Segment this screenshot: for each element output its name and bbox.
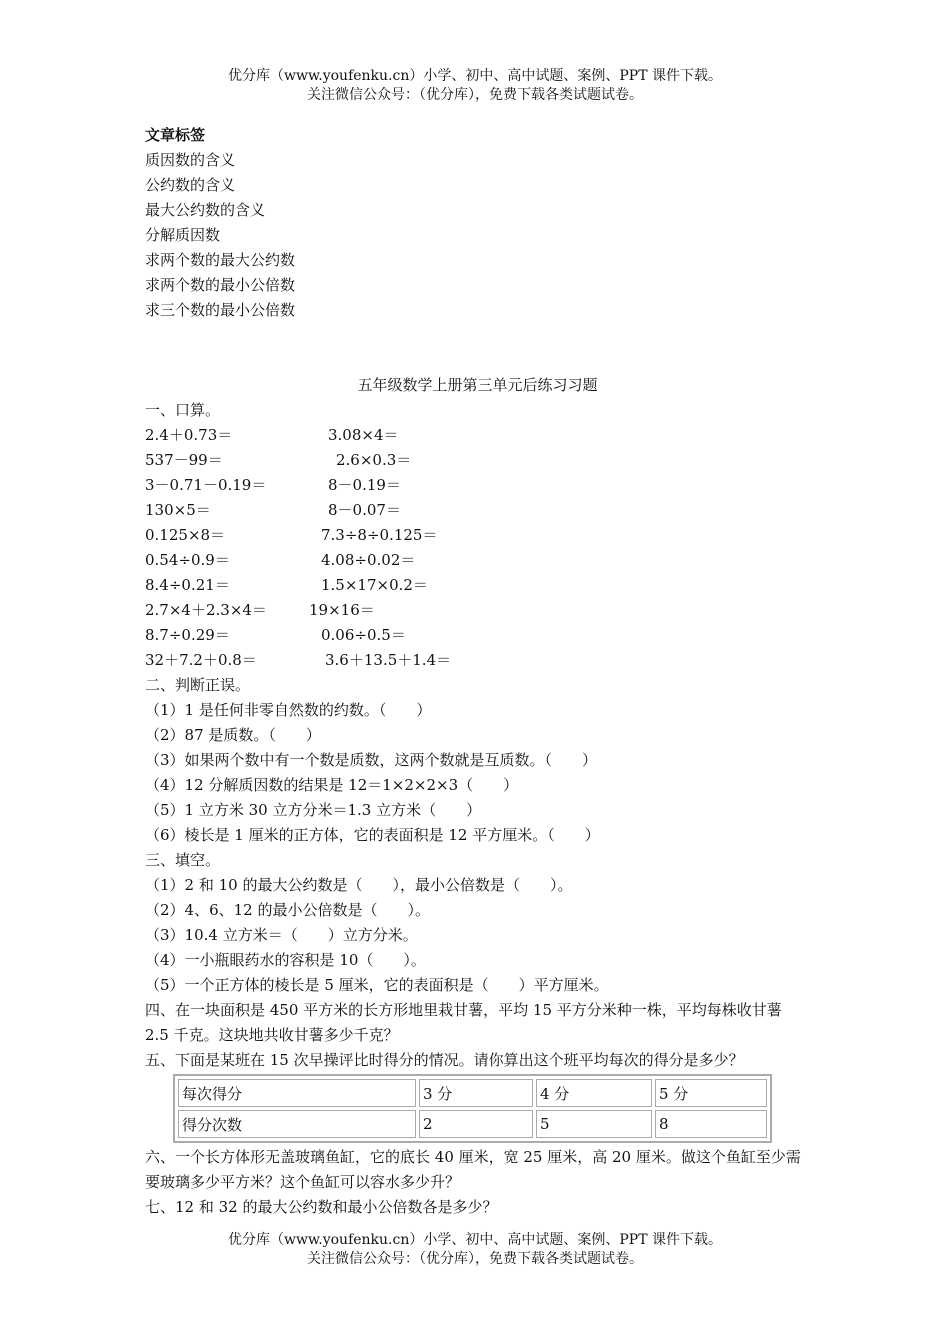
- calc-row: [145, 648, 810, 673]
- true-false-item: （2）87 是质数。（ ）: [145, 726, 321, 744]
- table-row: [178, 1079, 767, 1107]
- calc-left: 130×5＝: [145, 501, 211, 519]
- tag-item[interactable]: 求两个数的最小公倍数: [145, 276, 296, 294]
- tag-item[interactable]: 求两个数的最大公约数: [145, 251, 296, 269]
- calc-left: 537－99＝: [145, 451, 223, 469]
- fill-blank-item: （3）10.4 立方米＝（ ）立方分米。: [145, 926, 418, 944]
- section-7-question: 七、12 和 32 的最大公约数和最小公倍数各是多少？: [145, 1198, 498, 1216]
- calc-left: 0.125×8＝: [145, 526, 226, 544]
- section-6-question: 六、一个长方体形无盖玻璃鱼缸，它的底长 40 厘米，宽 25 厘米，高 20 厘米。做这个鱼缸至少需要玻璃多少平方米？这个鱼缸可以容水多少升？: [145, 1148, 801, 1191]
- calc-right: 0.06÷0.5＝: [321, 626, 406, 644]
- tag-item[interactable]: 公约数的含义: [145, 176, 236, 194]
- calc-row: [145, 473, 810, 498]
- table-cell: 每次得分: [178, 1079, 416, 1107]
- calc-row: [145, 498, 810, 523]
- true-false-item: （3）如果两个数中有一个数是质数，这两个数就是互质数。（ ）: [145, 751, 598, 769]
- tag-item[interactable]: 质因数的含义: [145, 151, 236, 169]
- table-cell: 4 分: [536, 1079, 652, 1107]
- page-footer: [0, 1231, 950, 1269]
- calc-row: [145, 448, 810, 473]
- fill-blank-item: （5）一个正方体的棱长是 5 厘米，它的表面积是（ ）平方厘米。: [145, 976, 609, 994]
- true-false-item: （6）棱长是 1 厘米的正方体，它的表面积是 12 平方厘米。（ ）: [145, 826, 600, 844]
- calc-row: [145, 548, 810, 573]
- calc-left: 8.4÷0.21＝: [145, 576, 230, 594]
- calc-row: [145, 523, 810, 548]
- section-4-question: 四、在一块面积是 450 平方米的长方形地里栽甘薯，平均 15 平方分米种一株，平均每株收甘薯 2.5 千克。这块地共收甘薯多少千克？: [145, 1001, 782, 1044]
- tag-item[interactable]: 求三个数的最小公倍数: [145, 301, 296, 319]
- calc-right: 1.5×17×0.2＝: [321, 576, 428, 594]
- tag-item[interactable]: 最大公约数的含义: [145, 201, 266, 219]
- section-3-title: 三、填空。: [145, 851, 221, 869]
- page-header-top: [0, 67, 950, 105]
- section-5-question: 五、下面是某班在 15 次早操评比时得分的情况。请你算出这个班平均每次的得分是多少？: [145, 1051, 744, 1069]
- calc-left: 8.7÷0.29＝: [145, 626, 230, 644]
- header-line-2: 关注微信公众号：（优分库），免费下载各类试题试卷。: [307, 87, 643, 103]
- table-cell: 8: [655, 1110, 767, 1138]
- calc-right: 7.3÷8÷0.125＝: [321, 526, 438, 544]
- calc-right: 2.6×0.3＝: [336, 451, 412, 469]
- calc-right: 3.08×4＝: [328, 426, 399, 444]
- calc-right: 8－0.07＝: [328, 501, 401, 519]
- tag-item[interactable]: 分解质因数: [145, 226, 221, 244]
- section-1-title: 一、口算。: [145, 401, 221, 419]
- calc-right: 3.6＋13.5＋1.4＝: [325, 651, 452, 669]
- table-cell: 得分次数: [178, 1110, 416, 1138]
- footer-line-2: 关注微信公众号：（优分库），免费下载各类试题试卷。: [307, 1251, 643, 1267]
- section-2-title: 二、判断正误。: [145, 676, 251, 694]
- calc-left: 2.4＋0.73＝: [145, 426, 233, 444]
- score-table: [173, 1074, 772, 1143]
- tags-title: 文章标签: [145, 126, 206, 144]
- true-false-item: （1）1 是任何非零自然数的约数。（ ）: [145, 701, 432, 719]
- calc-row: [145, 623, 810, 648]
- true-false-item: （5）1 立方米 30 立方分米＝1.3 立方米（ ）: [145, 801, 482, 819]
- calc-right: 4.08÷0.02＝: [321, 551, 416, 569]
- table-cell: 2: [419, 1110, 533, 1138]
- fill-blank-item: （4）一小瓶眼药水的容积是 10（ ）。: [145, 951, 426, 969]
- table-row: [178, 1110, 767, 1138]
- calc-left: 0.54÷0.9＝: [145, 551, 230, 569]
- calc-right: 19×16＝: [309, 601, 375, 619]
- table-cell: 5 分: [655, 1079, 767, 1107]
- table-cell: 5: [536, 1110, 652, 1138]
- calc-row: [145, 423, 810, 448]
- header-line-1: 优分库（www.youfenku.cn）小学、初中、高中试题、案例、PPT 课件下载。: [227, 68, 722, 84]
- calc-left: 2.7×4＋2.3×4＝: [145, 601, 267, 619]
- calc-row: [145, 598, 810, 623]
- calc-right: 8－0.19＝: [328, 476, 401, 494]
- table-cell: 3 分: [419, 1079, 533, 1107]
- fill-blank-item: （2）4、6、12 的最小公倍数是（ ）。: [145, 901, 430, 919]
- fill-blank-item: （1）2 和 10 的最大公约数是（ ），最小公倍数是（ ）。: [145, 876, 573, 894]
- calc-left: 3－0.71－0.19＝: [145, 476, 267, 494]
- footer-line-1: 优分库（www.youfenku.cn）小学、初中、高中试题、案例、PPT 课件下载。: [227, 1232, 722, 1248]
- worksheet: [145, 373, 810, 1220]
- calc-left: 32＋7.2＋0.8＝: [145, 651, 257, 669]
- true-false-item: （4）12 分解质因数的结果是 12＝1×2×2×3（ ）: [145, 776, 519, 794]
- calc-row: [145, 573, 810, 598]
- document-title: 五年级数学上册第三单元后练习习题: [357, 376, 598, 394]
- tags-section: [145, 123, 810, 323]
